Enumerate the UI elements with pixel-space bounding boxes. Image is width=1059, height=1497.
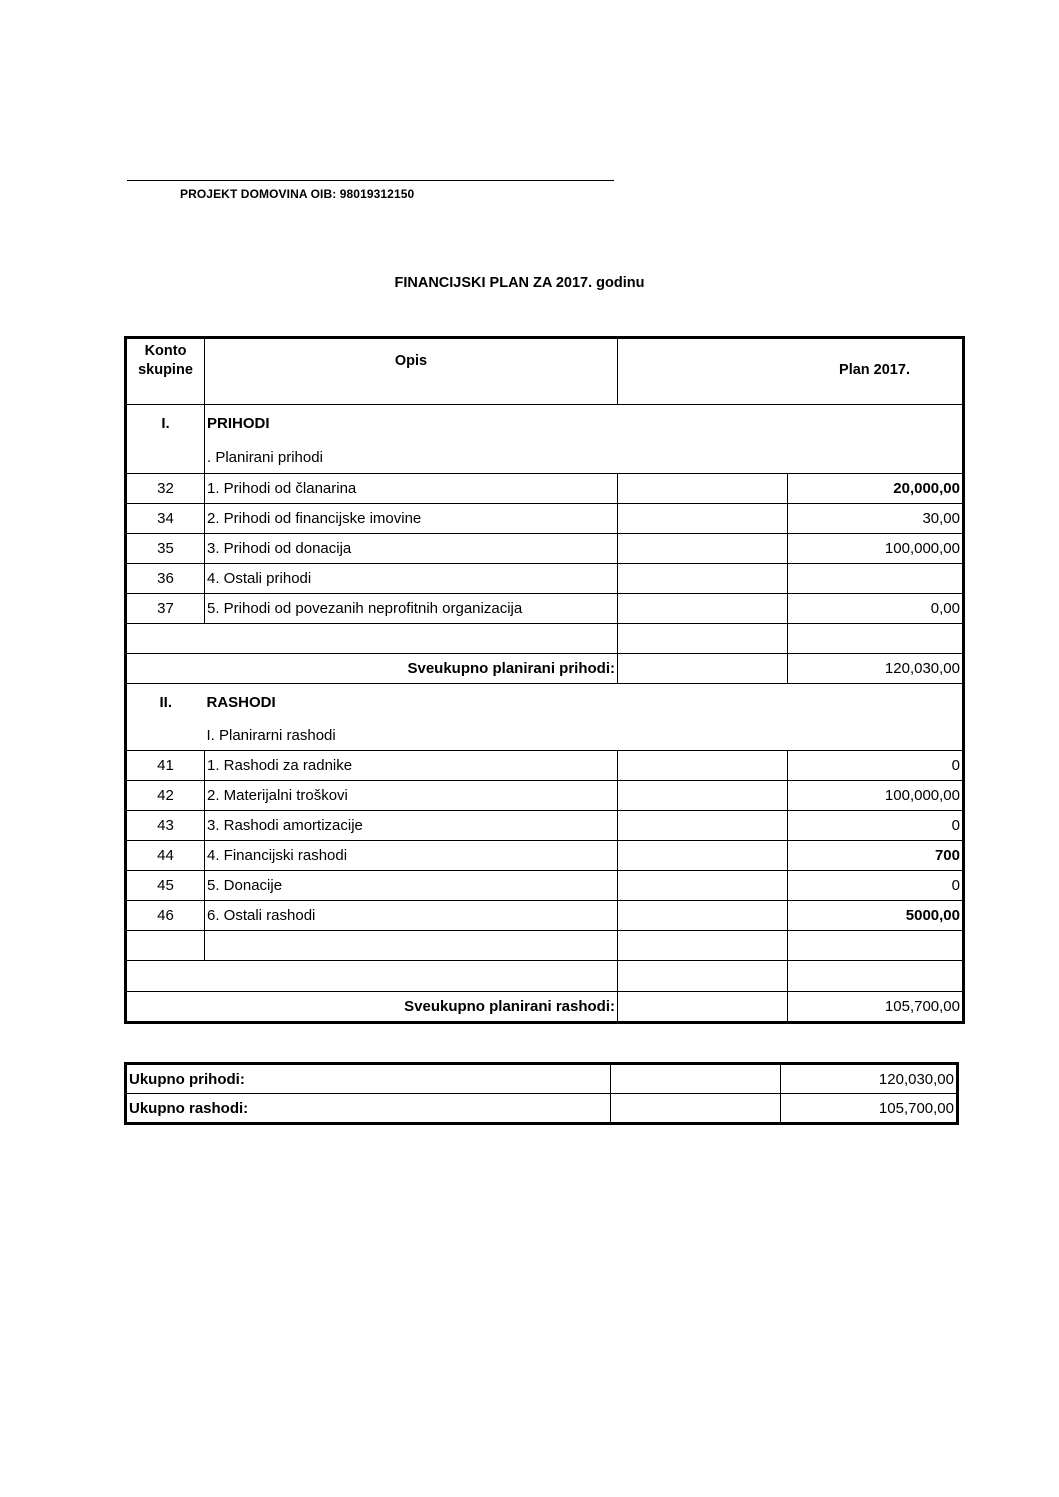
plan-cell: 30,00 — [787, 504, 964, 534]
table-row — [126, 534, 964, 564]
konto-cell: 43 — [126, 811, 205, 841]
plan-cell — [787, 564, 964, 594]
header-konto — [126, 338, 205, 405]
income-heading-blank — [618, 405, 788, 442]
blank-cell — [126, 624, 205, 654]
blank-cell — [205, 961, 618, 992]
table-row — [126, 564, 964, 594]
expense-total-value: 105,700,00 — [787, 992, 964, 1023]
blank-cell — [618, 564, 788, 594]
header-opis: Opis — [205, 338, 618, 405]
opis-cell: 3. Prihodi od donacija — [205, 534, 618, 564]
konto-cell: 46 — [126, 901, 205, 931]
empty-row — [126, 624, 964, 654]
blank-cell — [618, 534, 788, 564]
income-subheading-row — [126, 441, 964, 474]
table-row — [126, 871, 964, 901]
table-row — [126, 781, 964, 811]
blank-cell — [618, 781, 788, 811]
konto-cell: 44 — [126, 841, 205, 871]
income-subheading: . Planirani prihodi — [205, 441, 618, 474]
blank-cell — [787, 961, 964, 992]
income-total-label: Sveukupno planirani prihodi: — [126, 654, 618, 684]
blank-cell — [618, 474, 788, 504]
plan-cell: 0 — [787, 811, 964, 841]
table-row — [126, 901, 964, 931]
organization-label: PROJEKT DOMOVINA OIB: 98019312150 — [180, 187, 415, 201]
income-heading-blank2 — [787, 405, 964, 442]
konto-cell: 45 — [126, 871, 205, 901]
opis-cell: 2. Materijalni troškovi — [205, 781, 618, 811]
table-row — [126, 474, 964, 504]
income-heading: PRIHODI — [205, 405, 618, 442]
opis-cell: 4. Financijski rashodi — [205, 841, 618, 871]
table-row — [126, 751, 964, 781]
opis-cell: 3. Rashodi amortizacije — [205, 811, 618, 841]
blank-cell — [618, 961, 788, 992]
blank-cell — [205, 931, 618, 961]
table-row — [126, 811, 964, 841]
opis-cell: 6. Ostali rashodi — [205, 901, 618, 931]
header-konto-line2: skupine — [138, 362, 193, 378]
plan-cell: 100,000,00 — [787, 781, 964, 811]
document-title — [0, 275, 1059, 291]
expense-heading-row — [126, 684, 964, 721]
blank-cell — [618, 841, 788, 871]
signature-line — [127, 180, 614, 181]
plan-cell: 5000,00 — [787, 901, 964, 931]
blank-cell — [618, 871, 788, 901]
konto-cell: 32 — [126, 474, 205, 504]
opis-cell: 1. Rashodi za radnike — [205, 751, 618, 781]
konto-cell: 37 — [126, 594, 205, 624]
table-header-row — [126, 338, 964, 405]
summary-income-row — [126, 1064, 958, 1094]
expense-total-label: Sveukupno planirani rashodi: — [126, 992, 618, 1023]
expense-subheading: I. Planirarni rashodi — [205, 720, 618, 751]
konto-cell: 41 — [126, 751, 205, 781]
empty-row — [126, 931, 964, 961]
blank-cell — [618, 992, 788, 1023]
expense-subheading-row — [126, 720, 964, 751]
income-roman: I. — [126, 405, 205, 442]
konto-cell: 34 — [126, 504, 205, 534]
blank-cell — [618, 624, 788, 654]
blank-cell — [618, 504, 788, 534]
blank-cell — [618, 654, 788, 684]
table-row — [126, 504, 964, 534]
opis-cell: 2. Prihodi od financijske imovine — [205, 504, 618, 534]
blank-cell — [205, 624, 618, 654]
blank-cell — [126, 961, 205, 992]
opis-cell: 5. Donacije — [205, 871, 618, 901]
plan-cell: 700 — [787, 841, 964, 871]
expense-total-row — [126, 992, 964, 1023]
summary-table — [124, 1062, 959, 1125]
summary-income-value: 120,030,00 — [781, 1064, 958, 1094]
blank-cell — [611, 1064, 781, 1094]
table-row — [126, 594, 964, 624]
blank-cell — [618, 594, 788, 624]
blank-cell — [787, 624, 964, 654]
opis-cell: 1. Prihodi od članarina — [205, 474, 618, 504]
blank-cell — [126, 931, 205, 961]
income-sub-blank3 — [787, 441, 964, 474]
income-total-row — [126, 654, 964, 684]
expense-heading-blank2 — [787, 684, 964, 721]
expense-sub-blank3 — [787, 720, 964, 751]
konto-cell: 42 — [126, 781, 205, 811]
expense-sub-blank2 — [618, 720, 788, 751]
header-plan: Plan 2017. — [787, 338, 964, 405]
expense-sub-blank — [126, 720, 205, 751]
income-heading-row — [126, 405, 964, 442]
income-sub-blank — [126, 441, 205, 474]
opis-cell: 4. Ostali prihodi — [205, 564, 618, 594]
summary-expense-row — [126, 1094, 958, 1124]
financial-plan-table — [124, 336, 965, 1024]
document-title-text: FINANCIJSKI PLAN ZA 2017. godinu — [394, 275, 645, 291]
table-row — [126, 841, 964, 871]
empty-row — [126, 961, 964, 992]
header-konto-line1: Konto — [144, 343, 187, 359]
blank-cell — [618, 751, 788, 781]
summary-expense-label: Ukupno rashodi: — [126, 1094, 611, 1124]
plan-cell: 100,000,00 — [787, 534, 964, 564]
summary-income-label: Ukupno prihodi: — [126, 1064, 611, 1094]
summary-expense-value: 105,700,00 — [781, 1094, 958, 1124]
income-sub-blank2 — [618, 441, 788, 474]
blank-cell — [618, 931, 788, 961]
header-blank — [618, 338, 788, 405]
plan-cell: 0 — [787, 871, 964, 901]
income-total-value: 120,030,00 — [787, 654, 964, 684]
opis-cell: 5. Prihodi od povezanih neprofitnih organizacija — [205, 594, 618, 624]
expense-heading: RASHODI — [205, 684, 618, 721]
expense-heading-blank — [618, 684, 788, 721]
blank-cell — [787, 931, 964, 961]
blank-cell — [618, 901, 788, 931]
expense-roman: II. — [126, 684, 205, 721]
konto-cell: 36 — [126, 564, 205, 594]
blank-cell — [618, 811, 788, 841]
blank-cell — [611, 1094, 781, 1124]
konto-cell: 35 — [126, 534, 205, 564]
plan-cell: 0,00 — [787, 594, 964, 624]
plan-cell: 20,000,00 — [787, 474, 964, 504]
plan-cell: 0 — [787, 751, 964, 781]
